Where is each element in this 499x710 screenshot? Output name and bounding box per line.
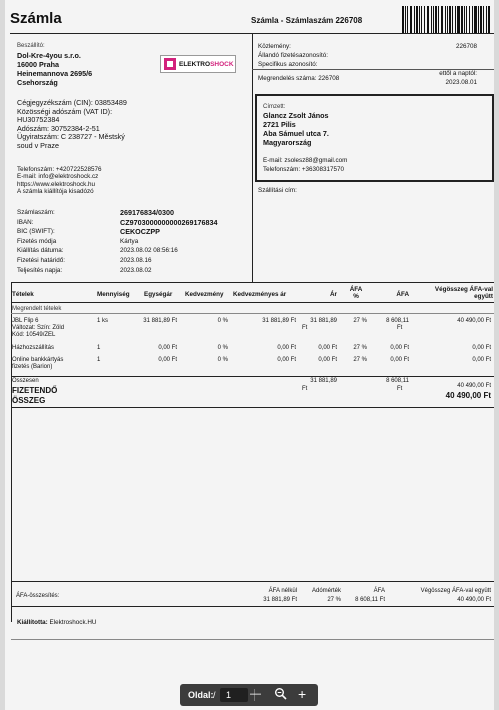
seller-id-line: soud v Praze xyxy=(17,140,59,150)
item-cell-vat: 0,00 Ft xyxy=(390,345,409,351)
column-divider xyxy=(252,33,253,282)
sum-vat: 8 608,11 xyxy=(386,378,409,384)
barcode-bar xyxy=(445,6,446,34)
barcode-bar xyxy=(469,6,471,34)
barcode-bar xyxy=(435,6,437,34)
vat-summary-h1: Adómérték xyxy=(311,588,341,594)
item-cell-name2: fizetés (Barion) xyxy=(12,364,53,370)
logo-mark-icon xyxy=(164,58,176,70)
issued-by xyxy=(17,619,96,626)
barcode-bar xyxy=(452,6,453,34)
due-total: 40 490,00 Ft xyxy=(445,391,491,400)
zoom-in-button[interactable]: + xyxy=(298,686,307,702)
col-header-qty: Mennyiség xyxy=(97,291,130,298)
recipient-address-2: Aba Sámuel utca 7. xyxy=(263,129,329,138)
col-header-price: Ár xyxy=(330,291,337,298)
item-cell-name: JBL Flip 6 xyxy=(12,318,39,324)
elektroshock-logo xyxy=(160,55,236,73)
seller-address-2: Heinemannova 2695/6 xyxy=(17,69,93,78)
item-cell-price: 0,00 Ft xyxy=(318,345,337,351)
item-cell-unit: 31 881,89 Ft xyxy=(143,318,177,324)
issued-label: Kiállította: xyxy=(17,619,48,626)
barcode-bar xyxy=(405,6,406,34)
col-header-discount: Kedvezmény xyxy=(185,291,224,298)
due-label-1: FIZETENDŐ xyxy=(12,386,58,395)
item-cell-disc: 0 % xyxy=(217,357,228,363)
seller-address-1: 16000 Praha xyxy=(17,60,59,69)
zoom-out-button[interactable]: — xyxy=(250,688,261,700)
item-cell-discprice: 0,00 Ft xyxy=(277,357,296,363)
totals-divider xyxy=(11,376,494,377)
vat-summary-bottom xyxy=(11,606,494,607)
barcode-bar xyxy=(474,6,477,34)
payment-row xyxy=(17,247,253,254)
item-cell-vatpct: 27 % xyxy=(353,345,367,351)
recipient-email[interactable]: E-mail: zsolesz88@gmail.com xyxy=(263,157,348,164)
seller-country: Csehország xyxy=(17,78,58,87)
page-label: Oldal: xyxy=(188,690,214,700)
item-cell-discprice: 0,00 Ft xyxy=(277,345,296,351)
recipient-country: Magyarország xyxy=(263,138,312,147)
barcode-bar xyxy=(466,6,467,34)
recipient-phone: Telefonszám: +36308317570 xyxy=(263,166,345,173)
barcode-bar xyxy=(472,6,473,34)
barcode-bar xyxy=(421,6,422,34)
barcode-bar xyxy=(455,6,456,34)
item-cell-unit: 0,00 Ft xyxy=(158,345,177,351)
payment-row-value: 269176834/0300 xyxy=(120,208,174,217)
payment-row-value: Kártya xyxy=(120,237,139,245)
invoice-subtitle: Számla - Számlaszám 226708 xyxy=(251,16,363,25)
seller-id-line: Ügyiratszám: C 238727 - Městský xyxy=(17,132,125,142)
col-header-vat: ÁFA xyxy=(396,291,409,298)
barcode-bar xyxy=(407,6,408,34)
payment-row xyxy=(17,219,253,226)
invoice-title: Számla xyxy=(10,10,62,27)
payment-row-value: 2023.08.02 xyxy=(120,266,152,274)
payment-row-value: CZ9703000000000269176834 xyxy=(120,217,218,227)
vat-summary-h3: Végösszeg ÁFA-val együtt xyxy=(420,588,491,594)
item-cell-price: 0,00 Ft xyxy=(318,357,337,363)
item-cell-name: Online bankkártyás xyxy=(12,357,64,363)
barcode-bar xyxy=(410,6,413,34)
recipient-name: Glancz Zsolt János xyxy=(263,111,329,120)
page-number-input[interactable] xyxy=(220,688,248,702)
item-cell-disc: 0 % xyxy=(217,318,228,324)
barcode-bar xyxy=(486,6,487,34)
recipient-box xyxy=(255,94,494,182)
sum-total: 40 490,00 Ft xyxy=(457,383,491,389)
item-cell-vat2: Ft xyxy=(397,325,403,331)
barcode-bar xyxy=(433,6,434,34)
seller-label: Beszállító: xyxy=(17,43,45,49)
col-header-total: Végösszeg ÁFA-val együtt xyxy=(434,286,493,301)
payment-row-label: Fizetési határidő: xyxy=(17,257,65,264)
kozlemeny-value: 226708 xyxy=(455,43,477,50)
item-cell-vatpct: 27 % xyxy=(353,357,367,363)
payment-row xyxy=(17,228,253,235)
specifikus-label: Specifikus azonosító: xyxy=(258,61,318,68)
seller-contact xyxy=(17,166,102,196)
item-cell-name2: Változat: Szín: Zöld xyxy=(12,325,65,331)
allando-label: Állandó fizetésazonosító: xyxy=(258,52,329,59)
shipping-label: Szállítási cím: xyxy=(258,187,297,194)
kozlemeny-label: Közlemény: xyxy=(258,43,291,50)
payment-row-label: BIC (SWIFT): xyxy=(17,228,55,236)
barcode-bar xyxy=(416,6,418,34)
item-cell-total: 0,00 Ft xyxy=(472,345,491,351)
barcode-bar xyxy=(431,6,432,34)
barcode-bar xyxy=(461,6,463,34)
barcode-bar xyxy=(441,6,444,34)
col-header-discounted-price: Kedvezményes ár xyxy=(233,291,287,298)
col-header-vat-pct: ÁFA % xyxy=(349,286,363,301)
seller-name: Dol-Kre-4you s.r.o. xyxy=(17,51,81,60)
barcode-bar xyxy=(424,6,426,34)
sum-vat-unit: Ft xyxy=(397,386,403,392)
item-cell-total: 0,00 Ft xyxy=(472,357,491,363)
zoom-icon[interactable] xyxy=(274,687,287,702)
barcode-bar xyxy=(480,6,482,34)
payment-row-value: CEKOCZPP xyxy=(120,227,160,237)
table-header-divider xyxy=(11,302,494,303)
payment-row xyxy=(17,257,253,264)
page-suffix: / xyxy=(213,690,216,700)
section-label: Megrendelt tételek xyxy=(12,306,62,312)
vat-summary-v1: 27 % xyxy=(327,597,341,603)
recipient-address-1: 2721 Pilis xyxy=(263,120,296,129)
vat-summary-label: ÁFA-összesítés: xyxy=(16,593,60,599)
barcode-bar xyxy=(414,6,415,34)
barcode-bar xyxy=(402,6,404,34)
vat-summary-v2: 8 608,11 Ft xyxy=(355,597,385,603)
sum-price-unit: Ft xyxy=(302,386,308,392)
page-number: 1 xyxy=(226,690,232,700)
payment-row xyxy=(17,267,253,274)
payment-row-value: 2023.08.16 xyxy=(120,257,152,264)
item-cell-price2: Ft xyxy=(302,325,308,331)
payment-row-label: Számlaszám: xyxy=(17,209,55,216)
item-cell-vat: 8 608,11 xyxy=(386,318,409,324)
item-cell-total: 40 490,00 Ft xyxy=(457,318,491,324)
item-cell-unit: 0,00 Ft xyxy=(158,357,177,363)
item-cell-discprice: 31 881,89 Ft xyxy=(262,318,296,324)
item-cell-qty: 1 xyxy=(97,345,101,351)
seller-website-link[interactable]: https://www.elektroshock.hu xyxy=(17,180,96,188)
barcode-bar xyxy=(427,6,430,34)
pdf-pager xyxy=(180,684,318,706)
vat-summary-v3: 40 490,00 Ft xyxy=(457,597,491,603)
logo-text-2: SHOCK xyxy=(210,60,234,68)
sum-label: Összesen xyxy=(12,378,39,384)
recipient-label: Címzett: xyxy=(263,104,286,110)
payment-row xyxy=(17,209,253,216)
seller-id-line: HU30752384 xyxy=(17,115,60,125)
seller-phone: Telefonszám: +420722528576 xyxy=(17,166,102,173)
barcode xyxy=(402,6,491,34)
sum-price: 31 881,89 xyxy=(310,378,337,384)
date-label: ettől a naptól: xyxy=(439,70,477,77)
barcode-bar xyxy=(438,6,439,34)
barcode-bar xyxy=(419,6,420,34)
payment-row-label: Kiállítás dátuma: xyxy=(17,247,64,255)
logo-text-1: ELEKTRO xyxy=(179,60,211,68)
table-top-border xyxy=(11,282,494,283)
payment-row-value: 2023.08.02 08:56:16 xyxy=(120,247,178,255)
barcode-bar xyxy=(449,6,451,34)
seller-id-line: Cégjegyzékszám (CIN): 03853489 xyxy=(17,98,127,107)
vat-summary-v0: 31 881,89 Ft xyxy=(263,597,297,603)
date-value: 2023.08.01 xyxy=(445,79,477,86)
seller-email[interactable]: E-mail: info@elektroshock.cz xyxy=(17,173,99,181)
vat-summary-h2: ÁFA xyxy=(373,588,385,594)
order-number: Megrendelés száma: 226708 xyxy=(258,75,340,82)
vat-summary-top xyxy=(11,581,494,582)
magnifier-icon xyxy=(274,687,287,700)
seller-id-line: Adószám: 30752384-2-51 xyxy=(17,123,100,133)
due-divider xyxy=(11,407,494,408)
due-label-2: ÖSSZEG xyxy=(12,396,46,405)
item-cell-price: 31 881,89 xyxy=(310,318,337,324)
item-cell-qty: 1 xyxy=(97,357,101,363)
barcode-bar xyxy=(478,6,479,34)
section-divider xyxy=(11,313,494,314)
footer-divider xyxy=(11,639,494,640)
invoice-sheet xyxy=(5,0,494,710)
barcode-bar xyxy=(488,6,490,34)
item-cell-name3: Kód: 10549/ZEL xyxy=(12,332,56,338)
item-cell-name: Házhozszállítás xyxy=(12,345,55,351)
col-header-items: Tételek xyxy=(12,291,34,298)
issued-value: Elektroshock.HU xyxy=(49,619,97,626)
barcode-bar xyxy=(483,6,484,34)
seller-note: A számla kiállítója kisadózó xyxy=(17,188,94,196)
seller-id-line: Közösségi adószám (VAT ID): xyxy=(17,106,113,116)
barcode-bar xyxy=(447,6,448,34)
vat-summary-h0: ÁFA nélkül xyxy=(268,588,297,594)
payment-row-label: Fizetés módja xyxy=(17,237,57,245)
seller-ids xyxy=(17,99,127,151)
col-header-unit: Egységár xyxy=(144,291,173,298)
item-cell-qty: 1 ks xyxy=(97,318,109,324)
item-cell-vat: 0,00 Ft xyxy=(390,357,409,363)
barcode-bar xyxy=(464,6,465,34)
payment-row-label: Teljesítés napja: xyxy=(17,266,63,274)
barcode-bar xyxy=(457,6,460,34)
item-cell-vatpct: 27 % xyxy=(353,318,367,324)
payment-row-label: IBAN: xyxy=(17,218,34,226)
item-cell-disc: 0 % xyxy=(217,345,228,351)
payment-row xyxy=(17,238,253,245)
